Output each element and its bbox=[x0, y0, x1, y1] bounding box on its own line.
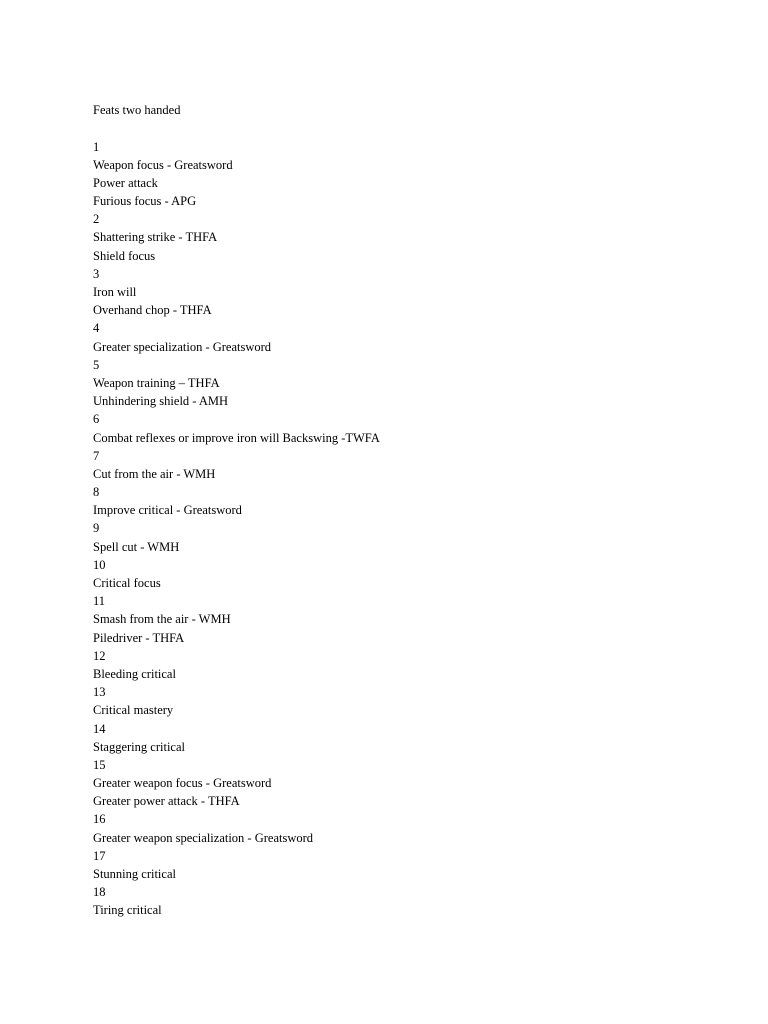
feat-item: Piledriver - THFA bbox=[93, 630, 185, 645]
level-number: 14 bbox=[93, 721, 106, 736]
level-number: 10 bbox=[93, 557, 106, 572]
level-number: 1 bbox=[93, 139, 100, 154]
feat-list bbox=[93, 138, 380, 920]
feat-item: Bleeding critical bbox=[93, 666, 176, 681]
level-number: 7 bbox=[93, 448, 100, 463]
feat-item: Staggering critical bbox=[93, 739, 185, 754]
feat-item: Furious focus - APG bbox=[93, 194, 197, 209]
feat-item: Greater weapon focus - Greatsword bbox=[93, 776, 272, 791]
feat-item: Iron will bbox=[93, 285, 137, 299]
feat-item: Shattering strike - THFA bbox=[93, 230, 218, 245]
feat-item: Smash from the air - WMH bbox=[93, 612, 231, 627]
level-number: 6 bbox=[93, 412, 100, 427]
feat-item: Greater weapon specialization - Greatsword bbox=[93, 830, 314, 845]
feat-item: Critical mastery bbox=[93, 703, 174, 718]
feat-item: Combat reflexes or improve iron will Backswing -TWFA bbox=[93, 430, 380, 445]
level-number: 8 bbox=[93, 485, 100, 500]
feat-item: Unhindering shield - AMH bbox=[93, 394, 229, 409]
level-number: 18 bbox=[93, 885, 106, 900]
level-number: 5 bbox=[93, 357, 100, 372]
level-number: 11 bbox=[93, 594, 106, 609]
feat-item: Critical focus bbox=[93, 576, 161, 590]
document-title: Feats two handed bbox=[93, 103, 181, 117]
feat-item: Greater power attack - THFA bbox=[93, 794, 240, 809]
feat-item: Stunning critical bbox=[93, 867, 176, 881]
feat-item: Weapon training – THFA bbox=[93, 375, 220, 390]
feat-item: Shield focus bbox=[93, 248, 156, 263]
level-number: 4 bbox=[93, 321, 100, 336]
level-number: 12 bbox=[93, 648, 106, 663]
level-number: 3 bbox=[93, 266, 100, 281]
feat-item: Cut from the air - WMH bbox=[93, 466, 216, 481]
feat-item: Overhand chop - THFA bbox=[93, 303, 212, 318]
level-number: 16 bbox=[93, 812, 106, 827]
feat-item: Tiring critical bbox=[93, 903, 162, 918]
level-number: 9 bbox=[93, 521, 100, 536]
level-number: 17 bbox=[93, 848, 106, 863]
level-number: 13 bbox=[93, 685, 106, 700]
feat-item: Power attack bbox=[93, 175, 158, 190]
feat-item: Spell cut - WMH bbox=[93, 539, 180, 554]
level-number: 15 bbox=[93, 757, 106, 772]
feat-item: Greater specialization - Greatsword bbox=[93, 339, 272, 354]
level-number: 2 bbox=[93, 212, 100, 227]
feat-item: Weapon focus - Greatsword bbox=[93, 157, 233, 172]
feat-item: Improve critical - Greatsword bbox=[93, 503, 242, 518]
